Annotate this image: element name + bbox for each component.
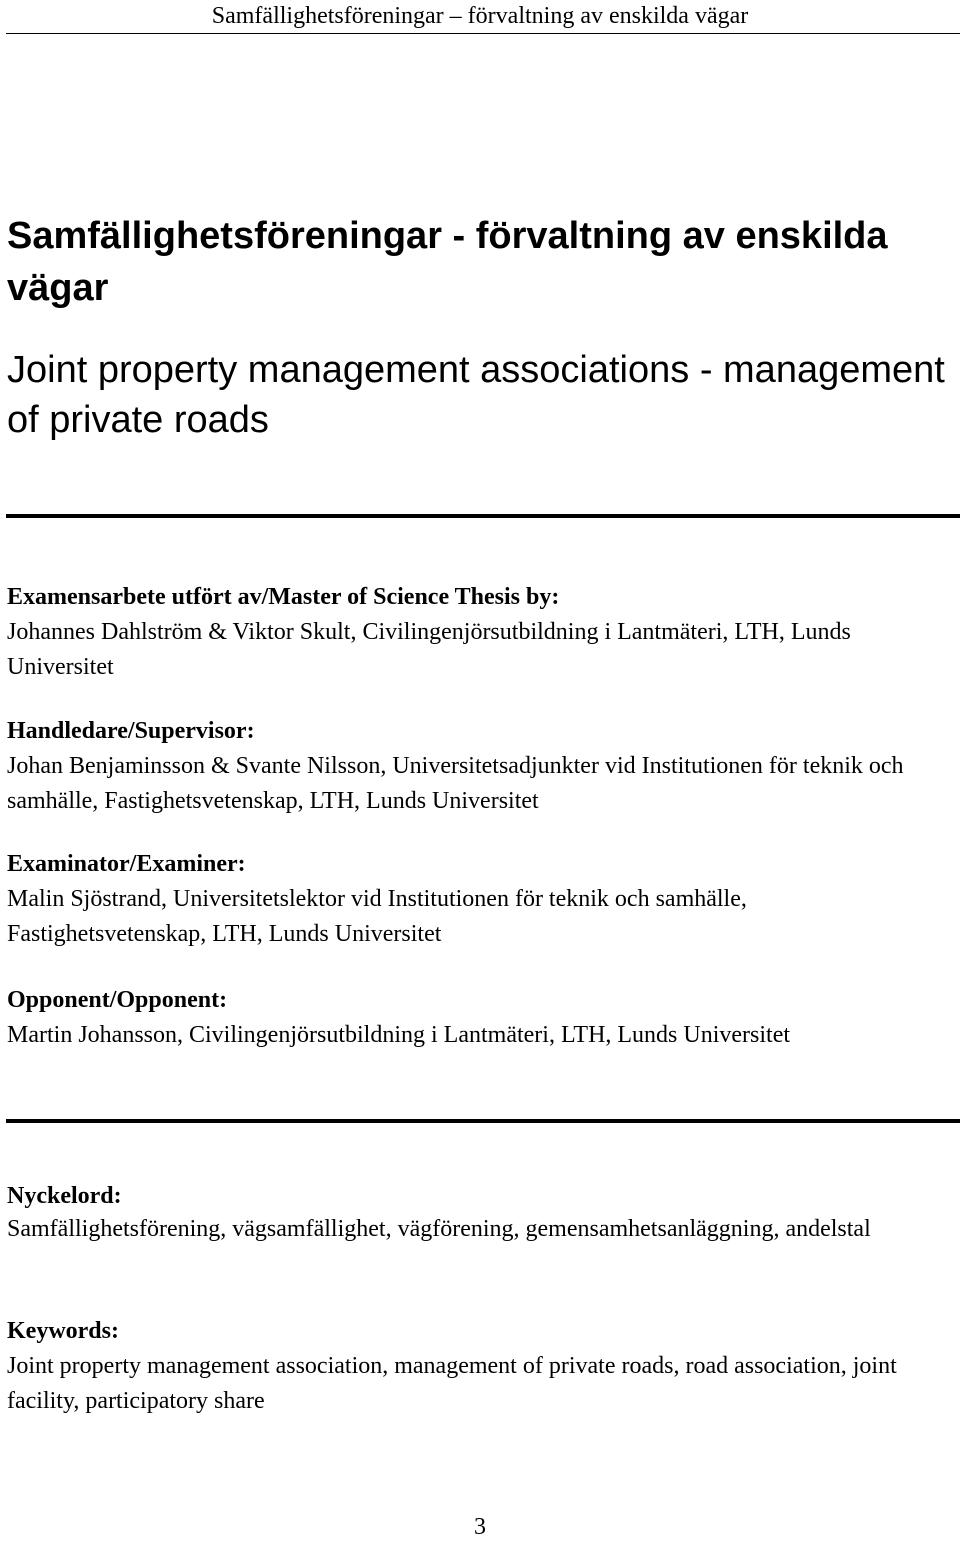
opponent-section xyxy=(7,983,952,1053)
authors-section xyxy=(7,580,952,685)
running-header: Samfällighetsföreningar – förvaltning av enskilda vägar xyxy=(211,3,749,29)
examiner-section xyxy=(7,847,952,952)
keywords-swedish-section xyxy=(7,1180,952,1246)
keywords-english-text: Joint property management association, management of private roads, road association, joint facility, participatory share xyxy=(7,1353,897,1414)
supervisor-label: Handledare/Supervisor: xyxy=(7,718,255,744)
page-number: 3 xyxy=(474,1514,486,1540)
keywords-english-label: Keywords: xyxy=(7,1318,119,1344)
examiner-label: Examinator/Examiner: xyxy=(7,851,246,877)
keywords-swedish-text: Samfällighetsförening, vägsamfällighet, vägförening, gemensamhetsanläggning, andelstal xyxy=(7,1216,871,1242)
keywords-swedish-label: Nyckelord: xyxy=(7,1183,122,1209)
header-divider xyxy=(6,33,960,34)
keywords-english-section xyxy=(7,1314,952,1419)
section-divider-bottom xyxy=(6,1119,960,1123)
opponent-label: Opponent/Opponent: xyxy=(7,987,228,1013)
examiner-text: Malin Sjöstrand, Universitetslektor vid Institutionen för teknik och samhälle, Fastighetsvetenskap, LTH, Lunds Universitet xyxy=(7,886,747,947)
title-swedish: Samfällighetsföreningar - förvaltning av enskilda vägar xyxy=(7,215,888,309)
opponent-text: Martin Johansson, Civilingenjörsutbildning i Lantmäteri, LTH, Lunds Universitet xyxy=(7,1022,791,1048)
authors-label: Examensarbete utfört av/Master of Science Thesis by: xyxy=(7,584,560,610)
title-english: Joint property management associations - management of private roads xyxy=(7,349,945,441)
supervisor-section xyxy=(7,714,952,819)
section-divider-top xyxy=(6,514,960,518)
authors-text: Johannes Dahlström & Viktor Skult, Civilingenjörsutbildning i Lantmäteri, LTH, Lunds Universitet xyxy=(7,619,851,680)
supervisor-text: Johan Benjaminsson & Svante Nilsson, Universitetsadjunkter vid Institutionen för teknik och samhälle, Fastighetsvetenskap, LTH, Lunds Universitet xyxy=(7,753,904,814)
